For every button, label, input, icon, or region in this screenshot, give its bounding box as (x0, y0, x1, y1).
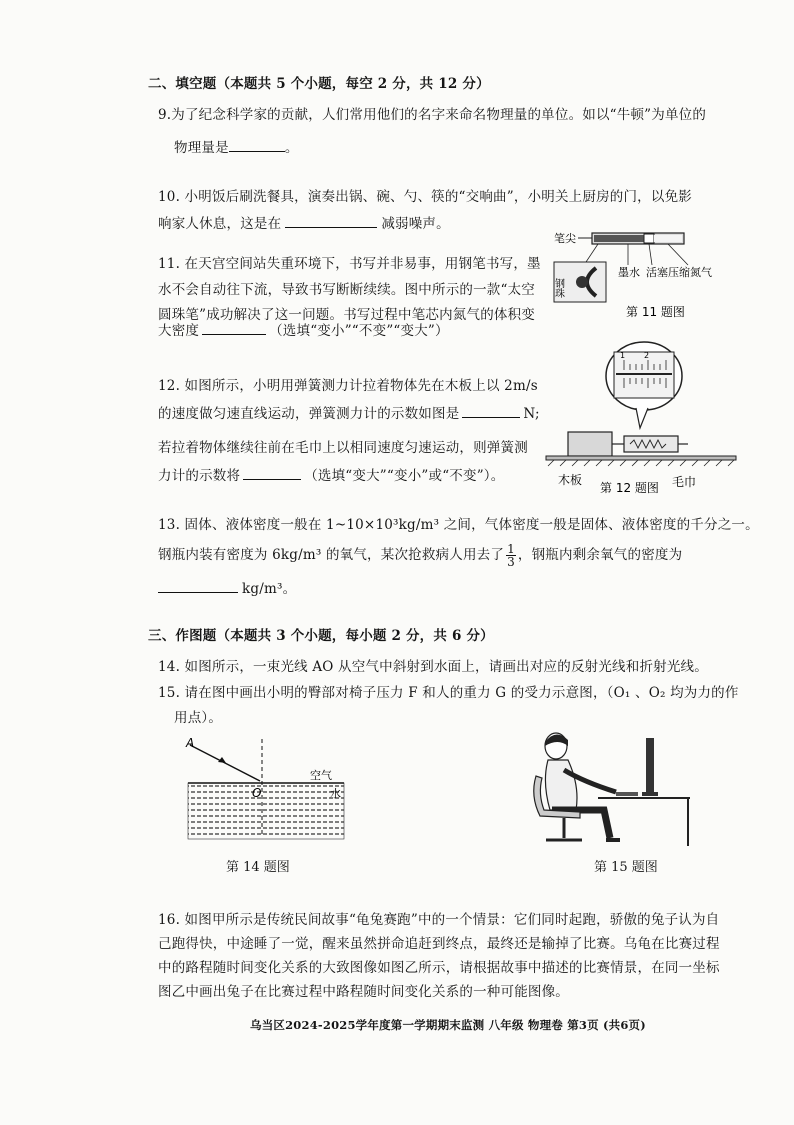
q10-line-1: 10. 小明饭后刷洗餐具，演奏出锅、碗、勺、筷的“交响曲”，小明关上厨房的门，以免影 (158, 189, 692, 205)
point-a-label: A (186, 736, 195, 750)
steel-ball-label: 钢珠 (552, 278, 564, 298)
fraction-numerator: 1 (507, 542, 515, 556)
q13-line-3 (158, 577, 296, 597)
pen-tip-label: 笔尖 (554, 232, 576, 245)
magnifier-tail (636, 408, 648, 428)
q11-line-2: 水不会自动往下流，导致书写断断续续。图中所示的一款“太空 (158, 282, 536, 298)
spring-scale-body (624, 436, 678, 452)
q9-answer-blank[interactable] (229, 137, 285, 152)
monitor-stand (642, 792, 658, 796)
q12-spring-scale-figure (544, 336, 744, 496)
q13-text-a: 钢瓶内装有密度为 6kg/m³ 的氧气，某次抢救病人用去了 (158, 547, 505, 563)
q12-line-2 (158, 402, 540, 422)
q15-caption: 第 15 题图 (594, 860, 658, 875)
piston-leader (649, 244, 652, 265)
q10-line-2 (158, 212, 450, 232)
steel-ball-icon (576, 276, 588, 288)
q16-line-2: 己跑得快，中途睡了一觉，醒来虽然拼命追赶到终点，最终还是输掉了比赛。乌龟在比赛过程 (158, 936, 720, 952)
q9-text-a: 物理量是 (174, 140, 229, 156)
q13-text-b: ，钢瓶内剩余氧气的密度为 (517, 547, 683, 563)
gas-leader (668, 244, 688, 265)
q10-answer-blank[interactable] (285, 213, 377, 228)
fraction-denominator: 3 (507, 555, 515, 569)
q10-text-b: 减弱噪声。 (381, 216, 450, 232)
scale-tick-label-2: 2 (644, 351, 650, 360)
q15-line-1: 15. 请在图中画出小明的臀部对椅子压力 F 和人的重力 G 的受力示意图，（O₁ 、O₂ 均为力的作 (158, 685, 739, 701)
q10-text-a: 响家人休息，这是在 (158, 216, 282, 232)
air-label: 空气 (310, 769, 332, 782)
scale-tick-label-1: 1 (620, 351, 626, 360)
pen-ink (594, 235, 644, 242)
q12-line-4 (158, 464, 504, 484)
q15-line-2: 用点）。 (174, 710, 223, 726)
q16-line-3: 中的路程随时间变化关系的大致图像如图乙所示，请根据故事中描述的比赛情景，在同一坐标 (158, 960, 720, 976)
incident-ray (190, 745, 260, 781)
q16-line-1: 16. 如图甲所示是传统民间故事“龟兔赛跑”中的一个情景：它们同时起跑，骄傲的兔子认为自 (158, 912, 720, 928)
q11-answer-blank[interactable] (202, 320, 266, 335)
q13-fraction (506, 543, 516, 568)
board-hatch (548, 460, 734, 466)
q11-text-b: （选填“变小”“不变”“变大”） (269, 323, 449, 339)
block-object (568, 432, 612, 456)
board-surface (546, 456, 736, 460)
keyboard-icon (616, 792, 638, 796)
q11-line-1: 11. 在天宫空间站失重环境下，书写并非易事，用钢笔书写，墨 (158, 256, 541, 272)
monitor-icon (646, 738, 654, 794)
q14-caption: 第 14 题图 (226, 860, 290, 875)
q9-line-2 (174, 136, 299, 156)
q11-line-3: 圆珠笔”成功解决了这一问题。书写过程中笔芯内氮气的体积变 (158, 307, 536, 323)
q12-text-a: 的速度做匀速直线运动，弹簧测力计的示数如图是 (158, 406, 460, 422)
q13-line-1: 13. 固体、液体密度一般在 1~10×10³kg/m³ 之间，气体密度一般是固体、液体密度的千分之一。 (158, 517, 759, 533)
q12-text-b: N; (523, 406, 540, 422)
q14-light-ray-figure (180, 735, 360, 875)
q14-line-1: 14. 如图所示，一束光线 AO 从空气中斜射到水面上，请画出对应的反射光线和折射光线。 (158, 659, 708, 675)
torso (545, 760, 577, 810)
water-label: 水 (330, 787, 341, 800)
board-label: 木板 (558, 473, 583, 487)
section-heading-fill-blank: 二、填空题（本题共 5 个小题，每空 2 分，共 12 分） (148, 76, 490, 92)
q11-caption: 第 11 题图 (626, 305, 685, 319)
q12-text-b2: （选填“变大”“变小”或“不变”）。 (304, 468, 505, 484)
piston-label: 活塞 (646, 266, 668, 279)
q11-text-a: 大密度 (158, 323, 200, 339)
ink-label: 墨水 (618, 266, 640, 279)
water-region (188, 783, 344, 839)
q16-line-4: 图乙中画出兔子在比赛过程中路程随时间变化关系的一种可能图像。 (158, 984, 569, 1000)
q9-text-b: 。 (284, 140, 299, 156)
q11-pen-figure (548, 224, 718, 322)
q12-caption: 第 12 题图 (600, 481, 659, 495)
pen-piston (644, 234, 654, 243)
point-o-label: O (252, 786, 262, 800)
q12-answer-blank-1[interactable] (462, 403, 520, 418)
q13-answer-blank[interactable] (158, 578, 238, 593)
page-footer: 乌当区2024-2025学年度第一学期期末监测 八年级 物理卷 第3页 (共6页) (250, 1018, 646, 1032)
q15-person-at-desk-figure (528, 726, 698, 856)
pen-gas (654, 235, 682, 242)
q12-text-a2: 力计的示数将 (158, 468, 241, 484)
q12-line-1: 12. 如图所示，小明用弹簧测力计拉着物体先在木板上以 2m/s (158, 378, 538, 394)
q13-line-2 (158, 543, 682, 568)
q12-line-3: 若拉着物体继续往前在毛巾上以相同速度匀速运动，则弹簧测 (158, 440, 528, 456)
section-heading-drawing: 三、作图题（本题共 3 个小题，每小题 2 分，共 6 分） (148, 628, 494, 644)
gas-label: 压缩氮气 (668, 266, 712, 279)
q13-unit: kg/m³。 (242, 581, 297, 597)
q9-line-1: 9.为了纪念科学家的贡献，人们常用他们的名字来命名物理量的单位。如以“牛顿”为单位的 (158, 107, 707, 123)
q12-answer-blank-2[interactable] (243, 465, 301, 480)
towel-label: 毛巾 (672, 475, 697, 489)
q11-line-4 (158, 319, 449, 339)
